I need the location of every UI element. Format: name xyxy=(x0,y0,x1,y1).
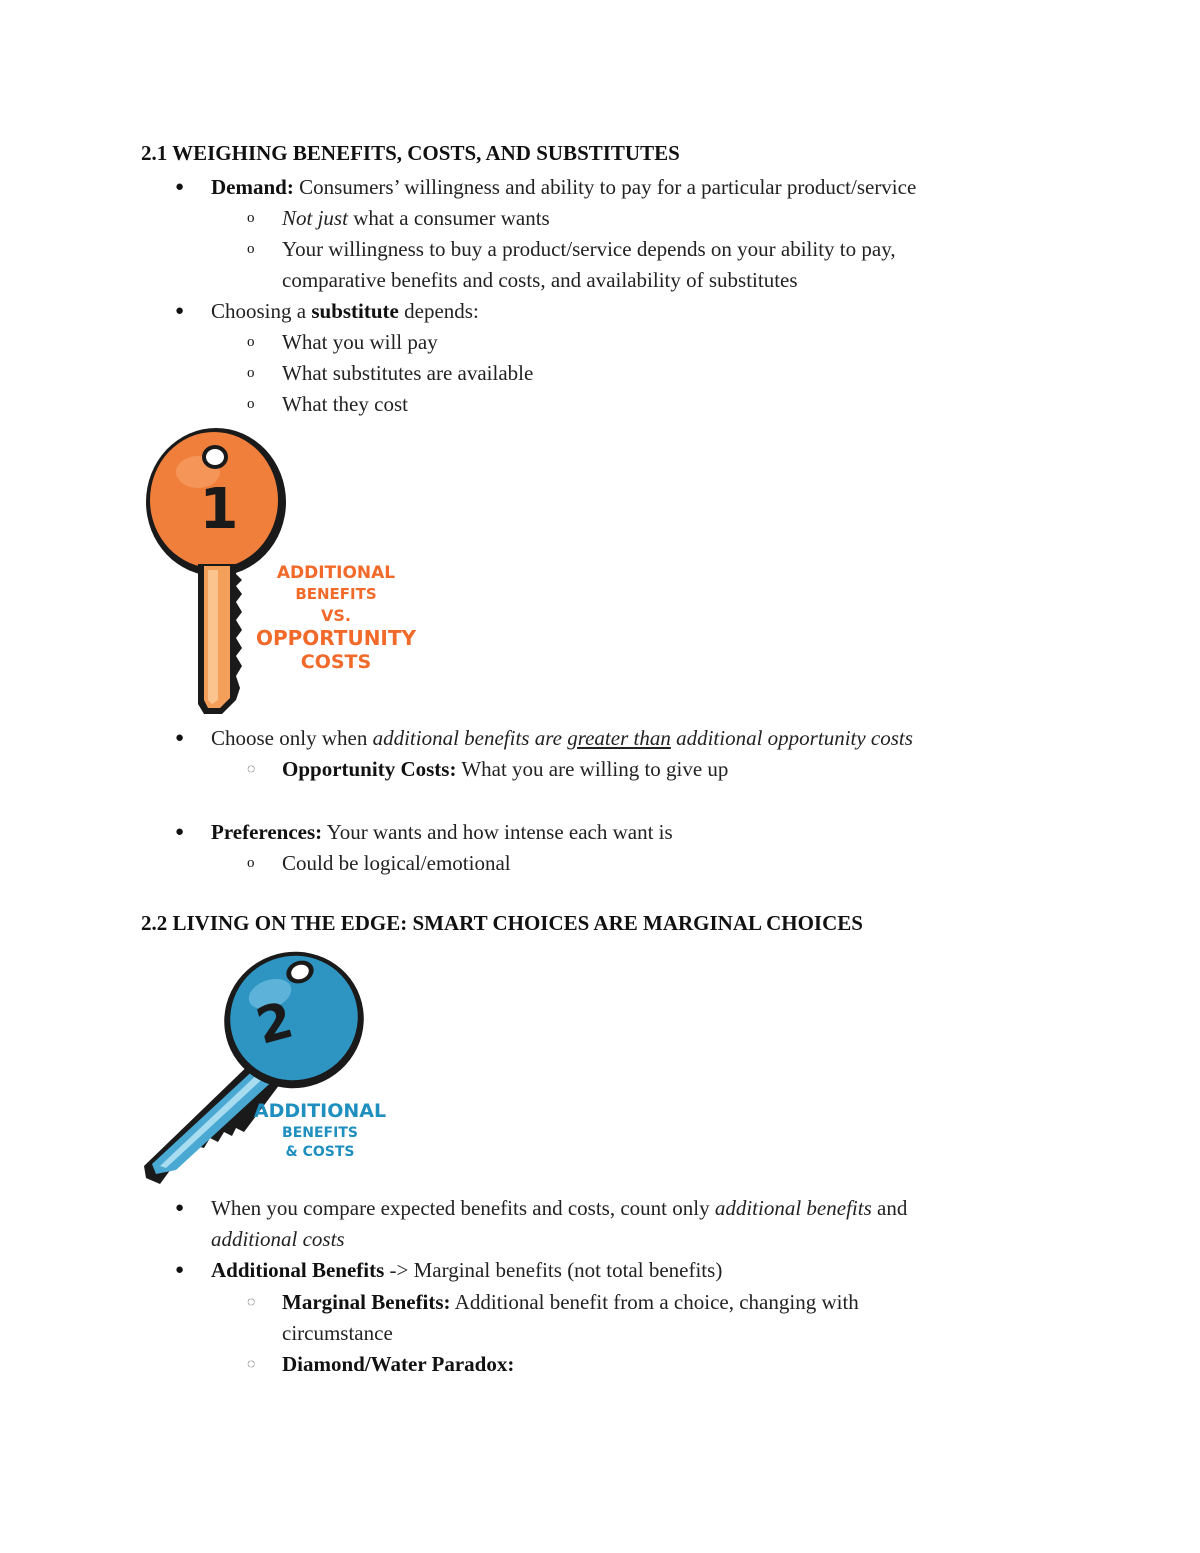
paradox-term: Diamond/Water Paradox: xyxy=(282,1352,515,1376)
choose-pre: Choose only when xyxy=(211,726,373,750)
blue-key-image xyxy=(140,948,410,1188)
preferences-definition: Your wants and how intense each want is xyxy=(322,820,673,844)
ring-marker: ◌ xyxy=(247,762,256,777)
bullet-marker: ● xyxy=(175,303,185,319)
marginal-benefits-definition: Additional benefit from a choice, changing with xyxy=(450,1290,859,1314)
circle-marker: o xyxy=(247,365,255,381)
circle-marker: o xyxy=(247,210,255,226)
circle-marker: o xyxy=(247,396,255,412)
choosing-pre: Choosing a xyxy=(211,299,312,323)
willingness-line-2: comparative benefits and costs, and availability of substitutes xyxy=(282,268,798,292)
key1-number: 1 xyxy=(199,477,239,542)
not-just-item xyxy=(282,203,550,234)
marginal-benefits-item xyxy=(282,1287,859,1318)
opportunity-definition: What you are willing to give up xyxy=(456,757,729,781)
section-heading-2-1: 2.1 WEIGHING BENEFITS, COSTS, AND SUBSTITUTES xyxy=(141,141,680,165)
compare-pre: When you compare expected benefits and costs, count only xyxy=(211,1196,715,1220)
choosing-item xyxy=(211,296,479,327)
choosing-post: depends: xyxy=(398,299,479,323)
key2-label-additional: ADDITIONAL xyxy=(253,1100,387,1122)
choose-italic-2: additional opportunity costs xyxy=(670,726,913,750)
preferences-term: Preferences: xyxy=(211,820,323,844)
not-just-italic: Not just xyxy=(282,206,348,230)
not-just-rest: what a consumer wants xyxy=(347,206,550,230)
willingness-line-1: Your willingness to buy a product/service depends on your ability to pay, xyxy=(282,237,896,261)
key1-label-vs: VS. xyxy=(321,606,351,625)
bullet-marker: ● xyxy=(175,1262,185,1278)
bullet-marker: ● xyxy=(175,824,185,840)
ring-marker: ◌ xyxy=(247,1357,256,1372)
demand-item xyxy=(211,172,916,203)
compare-italic: additional benefits xyxy=(714,1196,872,1220)
choose-underline: greater than xyxy=(567,726,671,750)
opportunity-costs-item xyxy=(282,754,728,785)
choosing-bold: substitute xyxy=(311,299,399,323)
choose-italic-1: additional benefits are xyxy=(372,726,568,750)
additional-benefits-term: Additional Benefits xyxy=(211,1258,385,1282)
circle-marker: o xyxy=(247,855,255,871)
key1-label-benefits: BENEFITS xyxy=(295,585,377,603)
key1-label-additional: ADDITIONAL xyxy=(276,563,396,583)
opportunity-term: Opportunity Costs: xyxy=(282,757,457,781)
key1-label-opportunity: OPPORTUNITY xyxy=(255,626,417,650)
bullet-marker: ● xyxy=(175,179,185,195)
sub-item-cost: What they cost xyxy=(282,392,408,416)
orange-key-image xyxy=(138,424,438,719)
compare-item xyxy=(211,1193,907,1224)
choose-item xyxy=(211,723,913,754)
ring-marker: ◌ xyxy=(247,1295,256,1310)
demand-definition: Consumers’ willingness and ability to pay for a particular product/service xyxy=(293,175,917,199)
preferences-item xyxy=(211,817,673,848)
bullet-marker: ● xyxy=(175,1200,185,1216)
circle-marker: o xyxy=(247,241,255,257)
preferences-sub: Could be logical/emotional xyxy=(282,851,511,875)
compare-post: and xyxy=(871,1196,908,1220)
bullet-marker: ● xyxy=(175,730,185,746)
sub-item-pay: What you will pay xyxy=(282,330,438,354)
key2-label-benefits: BENEFITS xyxy=(282,1125,358,1141)
compare-italic-2: additional costs xyxy=(211,1227,345,1251)
marginal-benefits-line-2: circumstance xyxy=(282,1321,393,1345)
sub-item-available: What substitutes are available xyxy=(282,361,534,385)
compare-line-2 xyxy=(211,1224,345,1255)
diamond-water-paradox-item xyxy=(282,1349,514,1380)
key2-label-costs: & COSTS xyxy=(285,1144,355,1160)
additional-benefits-item xyxy=(211,1255,722,1286)
key2-number: 2 xyxy=(250,990,300,1056)
marginal-benefits-term: Marginal Benefits: xyxy=(282,1290,451,1314)
demand-term: Demand: xyxy=(211,175,294,199)
additional-benefits-definition: -> Marginal benefits (not total benefits) xyxy=(384,1258,723,1282)
key1-label-costs: COSTS xyxy=(300,651,372,673)
circle-marker: o xyxy=(247,334,255,350)
section-heading-2-2: 2.2 LIVING ON THE EDGE: SMART CHOICES ARE MARGINAL CHOICES xyxy=(141,911,863,935)
